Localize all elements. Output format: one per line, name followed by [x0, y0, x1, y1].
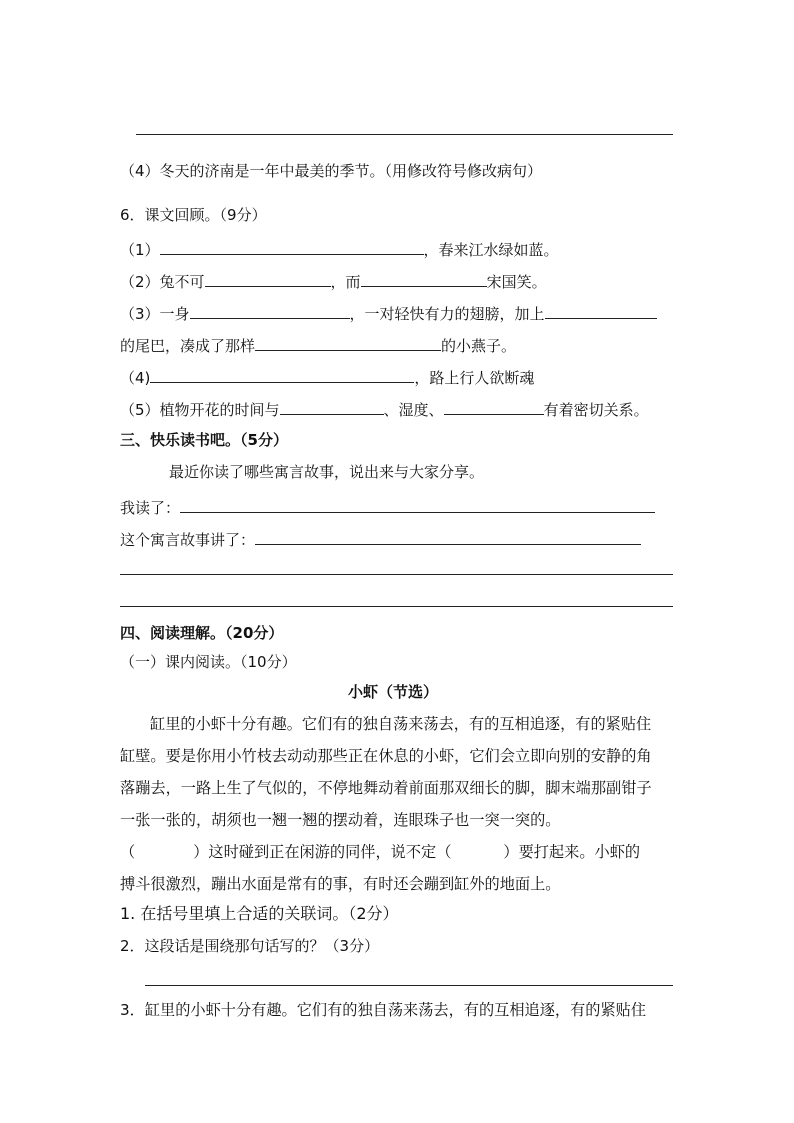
- section3-heading: 三、快乐读书吧。（5分）: [120, 431, 288, 449]
- q6-l5-suffix: 有着密切关系。: [543, 401, 649, 419]
- fill-blank[interactable]: [255, 334, 441, 351]
- q6-l3b-suffix: 的小燕子。: [441, 337, 517, 355]
- answer-line-top: [136, 134, 673, 135]
- fill-blank[interactable]: [180, 496, 655, 513]
- passage-paragraph-1: [120, 708, 680, 836]
- fill-blank[interactable]: [545, 302, 657, 319]
- fill-blank[interactable]: [190, 302, 350, 319]
- q6-l1-suffix: ，春来江水绿如蓝。: [423, 241, 559, 259]
- q6-l2-suffix: 宋国笑。: [486, 273, 547, 291]
- question-2: 2．这段话是围绕那句话写的？（3分）: [120, 937, 380, 955]
- question-1: 1. 在括号里填上合适的关联词。（2分）: [120, 904, 399, 923]
- passage-line: 搏斗很激烈，蹦出水面是常有的事，有时还会蹦到缸外的地面上。: [120, 875, 561, 893]
- passage-text: ）这时碰到正在闲游的同伴，说不定（: [193, 843, 452, 861]
- q6-l5-prefix: （5）植物开花的时间与: [120, 401, 280, 419]
- q6-line-4: [120, 366, 534, 388]
- passage-line: 缸壁。要是你用小竹枝去动动那些正在休息的小虾，它们会立即向别的安静的角: [120, 747, 652, 765]
- q6-line-2: [120, 270, 547, 292]
- q6-line-1: [120, 238, 559, 260]
- story-line: [120, 528, 641, 550]
- read-line: [120, 496, 655, 518]
- q6-line-5: [120, 398, 649, 420]
- q6-line-3: [120, 302, 657, 324]
- passage-line: [120, 836, 680, 868]
- passage-text: ）要打起来。小虾的: [503, 843, 641, 861]
- section3-prompt: 最近你读了哪些寓言故事，说出来与大家分享。: [169, 463, 485, 481]
- fill-blank[interactable]: [361, 270, 487, 287]
- q6-l2-prefix: （2）兔不可: [120, 273, 205, 291]
- q6-l4-suffix: ，路上行人欲断魂: [414, 369, 535, 387]
- passage-line: 缸里的小虾十分有趣。它们有的独自荡来荡去，有的互相追逐，有的紧贴住: [150, 715, 652, 733]
- passage-line: 落蹦去，一路上生了气似的，不停地舞动着前面那双细长的脚，脚末端那副钳子: [120, 779, 652, 797]
- fill-blank[interactable]: [150, 366, 414, 383]
- q6-l3-prefix: （3）一身: [120, 305, 190, 323]
- passage-title: 小虾（节选）: [348, 683, 439, 701]
- q6-l1-prefix: （1）: [120, 241, 160, 259]
- question-3: 3．缸里的小虾十分有趣。它们有的独自荡来荡去，有的互相追逐，有的紧贴住: [120, 1001, 647, 1019]
- q6-l4-prefix: （4): [120, 369, 151, 387]
- passage-paragraph-2: [120, 836, 680, 900]
- story-label: 这个寓言故事讲了：: [120, 531, 256, 549]
- fill-blank[interactable]: [280, 398, 384, 415]
- fill-blank[interactable]: [160, 238, 424, 255]
- answer-line: [120, 574, 673, 575]
- answer-line: [120, 606, 673, 607]
- passage-line: 一张一张的，胡须也一翘一翘的摆动着，连眼珠子也一突一突的。: [120, 811, 561, 829]
- q4-text: （4）冬天的济南是一年中最美的季节。（用修改符号修改病句）: [120, 162, 543, 180]
- q6-title: 6．课文回顾。（9分）: [120, 206, 267, 224]
- q6-l5-mid: 、湿度、: [383, 401, 444, 419]
- q6-l3-mid: ，一对轻快有力的翅膀，加上: [349, 305, 545, 323]
- q6-l3b-prefix: 的尾巴，凑成了那样: [120, 337, 256, 355]
- q6-l2-mid: ，而: [330, 273, 361, 291]
- fill-blank[interactable]: [205, 270, 331, 287]
- section4-sub1: （一）课内阅读。（10分）: [120, 653, 297, 671]
- fill-blank[interactable]: [444, 398, 544, 415]
- paren-open: （: [120, 843, 136, 861]
- q6-line-3b: [120, 334, 516, 356]
- fill-blank[interactable]: [255, 528, 641, 545]
- answer-line: [145, 985, 673, 986]
- read-label: 我读了：: [120, 499, 181, 517]
- section4-heading: 四、阅读理解。（20分）: [120, 624, 284, 642]
